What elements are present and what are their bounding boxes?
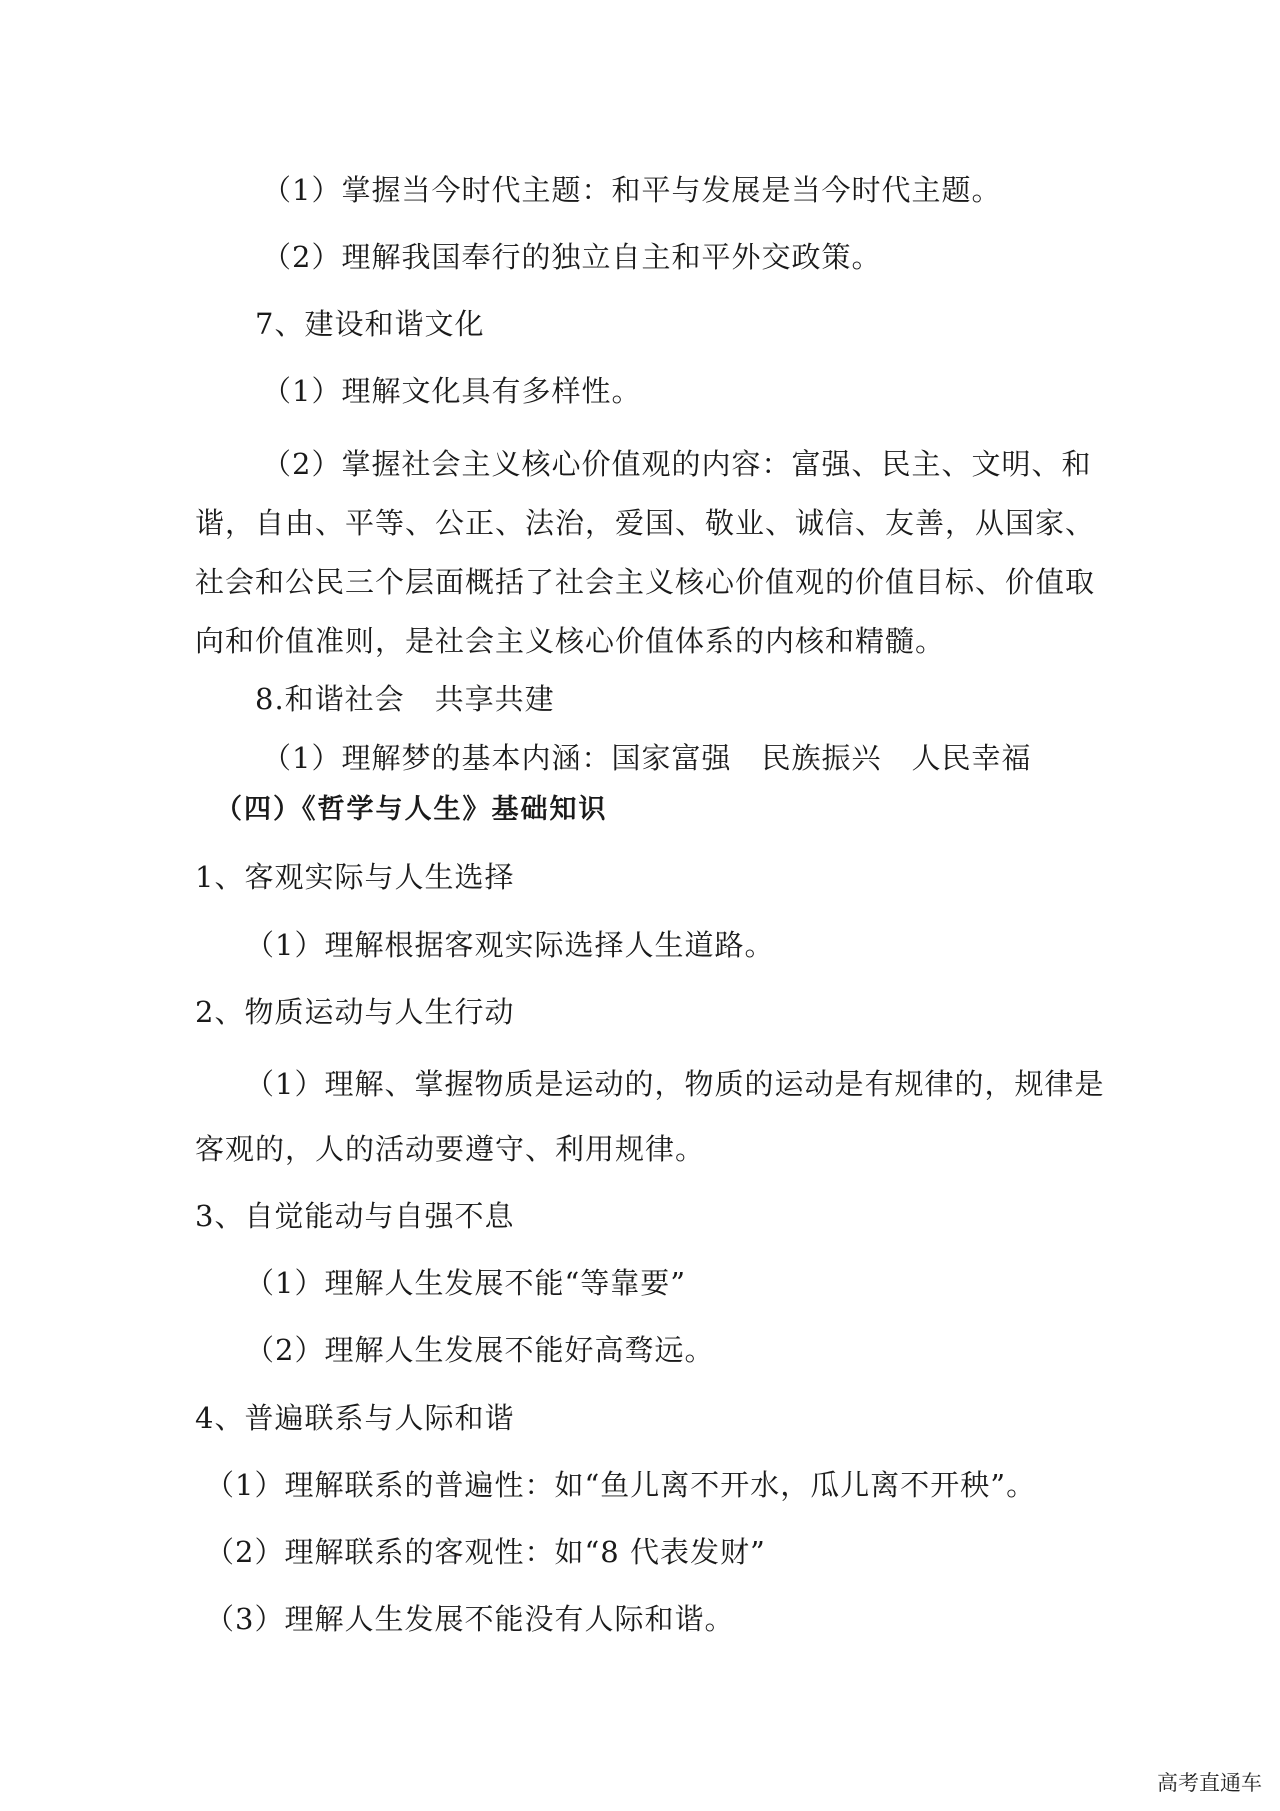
section-heading: 2、物质运动与人生行动 [195,995,515,1029]
text-line: 向和价值准则，是社会主义核心价值体系的内核和精髓。 [195,624,946,658]
section-heading: 4、普遍联系与人际和谐 [195,1401,515,1435]
text-line: （2）理解联系的客观性：如“8 代表发财” [205,1535,766,1569]
text-line: （2）掌握社会主义核心价值观的内容：富强、民主、文明、和 [262,447,1092,481]
text-line: （1）理解、掌握物质是运动的，物质的运动是有规律的，规律是 [245,1067,1105,1101]
text-line: （1）理解根据客观实际选择人生道路。 [245,928,775,962]
watermark-text: 高考直通车 [1157,1771,1262,1795]
section-heading: 1、客观实际与人生选择 [195,860,515,894]
text-line: （1）理解人生发展不能“等靠要” [245,1266,687,1300]
text-line: （1）理解联系的普遍性：如“鱼儿离不开水，瓜儿离不开秧”。 [205,1468,1037,1502]
text-line: （1）掌握当今时代主题：和平与发展是当今时代主题。 [262,173,1002,207]
section-heading: 3、自觉能动与自强不息 [195,1199,515,1233]
text-line: （1）理解文化具有多样性。 [262,374,642,408]
text-line: （1）理解梦的基本内涵：国家富强 民族振兴 人民幸福 [262,741,1032,775]
text-line: （2）理解人生发展不能好高骛远。 [245,1333,715,1367]
chapter-heading: （四）《哲学与人生》基础知识 [215,794,608,825]
text-line: （2）理解我国奉行的独立自主和平外交政策。 [262,240,882,274]
text-line: 客观的，人的活动要遵守、利用规律。 [195,1132,706,1166]
text-line: 谐，自由、平等、公正、法治，爱国、敬业、诚信、友善，从国家、 [195,506,1096,540]
section-heading: 8.和谐社会 共享共建 [255,682,555,716]
text-line: 社会和公民三个层面概括了社会主义核心价值观的价值目标、价值取 [195,565,1096,599]
section-heading: 7、建设和谐文化 [255,307,485,341]
text-line: （3）理解人生发展不能没有人际和谐。 [205,1602,735,1636]
